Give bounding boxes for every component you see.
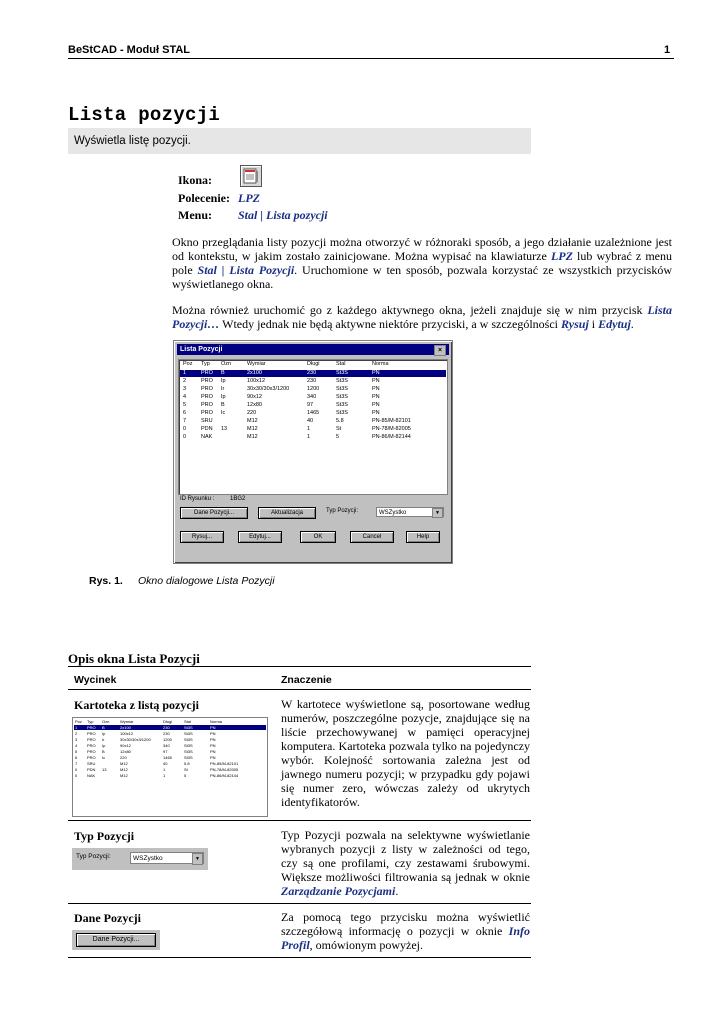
list-cell: PN (372, 386, 380, 392)
close-icon[interactable]: × (434, 345, 446, 356)
typ-pozycji-value: WSZystko (379, 510, 407, 516)
row3-desc-link: Info Profil (281, 924, 530, 952)
table-top-rule (68, 666, 531, 667)
row2-description (281, 828, 530, 898)
thumb-row[interactable] (74, 725, 266, 730)
dialog-title-text: Lista Pozycji (180, 346, 223, 353)
subtitle: Wyświetla listę pozycji. (74, 135, 191, 147)
list-cell: 100x12 (247, 378, 266, 384)
thumb-cell: 7 (75, 761, 78, 766)
para1-lpz: LPZ (550, 249, 573, 263)
thumb-cell: 30x30/30x3/1200 (120, 737, 151, 742)
header-title: BeStCAD - Moduł STAL (68, 44, 191, 56)
list-cell: Ir (221, 386, 225, 392)
paragraph-2 (172, 303, 672, 331)
list-cell: 340 (307, 394, 317, 400)
para2-text-e: i (588, 317, 599, 331)
thumb-col-header[interactable]: Stal (184, 719, 191, 724)
table-col-wycinek: Wycinek (74, 674, 117, 686)
row2-desc-a: Typ Pozycji pozwala na selektywne wyświetlanie wybranych pozycji z listy w zależności od tego, czy są one profilami, czy zestawami śrubowymi. Większe możliwości filtrowania są jednak w oknie (281, 828, 530, 884)
thumb-cell: PRO (87, 725, 96, 730)
list-cell: PDN (201, 426, 213, 432)
list-cell: PN (372, 410, 380, 416)
list-cell: 5 (183, 402, 187, 408)
list-cell: PRO (201, 378, 213, 384)
list-cell: PN (372, 370, 380, 376)
thumb-row[interactable] (74, 731, 266, 736)
list-cell: PN-85/M-82101 (372, 418, 411, 424)
list-cell: Ic (221, 410, 226, 416)
thumb-cell: 40 (163, 761, 168, 766)
list-cell: St3S (336, 394, 348, 400)
list-cell: 0 (183, 426, 187, 432)
list-cell: 12x80 (247, 402, 262, 408)
para1-menu: Stal | Lista Pozycji (197, 263, 295, 277)
list-cell: PRO (201, 386, 213, 392)
thumb-cell: B (102, 749, 105, 754)
thumb-cell: 220 (120, 755, 127, 760)
typ-pozycji-select[interactable] (376, 507, 444, 517)
list-row[interactable] (180, 386, 446, 393)
list-col-header[interactable]: Typ (201, 361, 210, 367)
list-cell: 13 (221, 426, 228, 432)
thumb-cell: St3S (184, 737, 193, 742)
thumb-col-header[interactable]: Wymiar (120, 719, 134, 724)
thumb-cell: PN-85/M-82101 (210, 761, 239, 766)
list-cell: 5 (336, 434, 340, 440)
thumb-cell: PN (210, 737, 216, 742)
thumb-cell: PRO (87, 731, 96, 736)
dane-pozycji-button[interactable]: Dane Pozycji... (180, 507, 248, 519)
thumb-cell: PDN (87, 767, 96, 772)
list-row[interactable] (180, 418, 446, 425)
thumb-cell: 0 (75, 773, 78, 778)
polecenie-value: LPZ (238, 191, 260, 205)
thumb-cell: SRU (87, 761, 96, 766)
list-col-header[interactable]: Ozn (221, 361, 232, 367)
row1-title: Kartoteka z listą pozycji (74, 698, 199, 712)
thumb-col-header[interactable]: Typ (87, 719, 94, 724)
list-cell: 1 (307, 426, 311, 432)
thumb-cell: PN (210, 743, 216, 748)
list-col-header[interactable]: Norma (372, 361, 389, 367)
table-bottom-rule (68, 957, 531, 958)
thumb-row[interactable] (74, 755, 266, 760)
typ-pozycji-snippet (72, 848, 208, 870)
list-cell: PN-86/M-82144 (372, 434, 411, 440)
thumb-cell: PRO (87, 755, 96, 760)
thumb-row[interactable] (74, 749, 266, 754)
row2-desc-link: Zarządzanie Pozycjami (281, 884, 396, 898)
list-cell: 2 (183, 378, 187, 384)
list-cell: SRU (201, 418, 213, 424)
header-rule (68, 58, 674, 59)
thumb-cell: 2 (75, 731, 78, 736)
list-row[interactable] (180, 426, 446, 433)
typ-pozycji-label: Typ Pozycji: (326, 508, 359, 514)
para2-lista-pozycji: Lista Pozycji… (172, 303, 672, 331)
list-cell: B (221, 402, 225, 408)
thumb-cell: 1200 (163, 737, 172, 742)
aktualizacja-button[interactable]: Aktualizacja (258, 507, 316, 519)
id-value: 1BG2 (230, 496, 246, 502)
thumb-cell: PN (210, 725, 216, 730)
thumb-cell: St3S (184, 755, 193, 760)
thumb-cell: 5.8 (184, 761, 190, 766)
chevron-down-icon: ▼ (192, 853, 203, 865)
list-cell: PRO (201, 402, 213, 408)
thumb-cell: St3S (184, 725, 193, 730)
list-row[interactable] (180, 370, 446, 377)
list-cell: M12 (247, 426, 258, 432)
thumb-row[interactable] (74, 737, 266, 742)
list-cell: 230 (307, 370, 317, 376)
list-cell: 6 (183, 410, 187, 416)
thumb-cell: M12 (120, 761, 128, 766)
para1-text-c: lub wybrać z menu pole (172, 249, 672, 277)
edytuj-button[interactable]: Edytuj... (238, 531, 282, 543)
thumb-cell: 90x12 (120, 743, 131, 748)
thumb-cell: 100x12 (120, 731, 134, 736)
para1-text-e: . Uruchomione w ten sposób, pozwala korzystać ze wszystkich przycisków wyświetlanego okna. (172, 263, 672, 291)
list-cell: 1 (183, 370, 187, 376)
list-cell: St (336, 426, 342, 432)
list-row[interactable] (180, 394, 446, 401)
thumb-cell: PN (210, 731, 216, 736)
list-cell: PRO (201, 394, 213, 400)
thumb-cell: 340 (163, 743, 170, 748)
thumb-cell: 0 (75, 767, 78, 772)
row3-title: Dane Pozycji (74, 911, 141, 925)
thumb-col-header[interactable]: Norma (210, 719, 223, 724)
help-button[interactable]: Help (406, 531, 440, 543)
thumb-cell: PRO (87, 743, 96, 748)
position-list[interactable] (178, 359, 448, 495)
thumb-cell: PN (210, 749, 216, 754)
list-col-header[interactable]: Wymiar (247, 361, 266, 367)
list-col-header[interactable]: Długi (307, 361, 320, 367)
list-col-header[interactable]: Poz (183, 361, 193, 367)
thumb-cell: PN-78/M-82005 (210, 767, 239, 772)
thumb-cell: 6 (75, 755, 78, 760)
menu-value: Stal | Lista pozycji (238, 208, 328, 222)
thumb-col-header[interactable]: Poz (75, 719, 82, 724)
list-cell: PN (372, 402, 380, 408)
thumb-cell: 1 (163, 773, 166, 778)
list-row[interactable] (180, 402, 446, 409)
row2-title: Typ Pozycji (74, 829, 135, 843)
thumb-cell: M12 (120, 767, 128, 772)
para2-edytuj: Edytuj (598, 317, 631, 331)
list-cell: 3 (183, 386, 187, 392)
list-cell: PN-78/M-82005 (372, 426, 411, 432)
thumb-cell: 1 (75, 725, 78, 730)
thumb-col-header[interactable]: Długi (163, 719, 173, 724)
list-cell: PRO (201, 370, 213, 376)
thumb-cell: St (184, 767, 188, 772)
list-cell: 90x12 (247, 394, 262, 400)
thumb-cell: B (102, 725, 105, 730)
snippet-typ-select (130, 852, 204, 864)
table-col-znaczenie: Znaczenie (281, 674, 332, 686)
lista-pozycji-dialog (173, 340, 453, 564)
list-cell: St3S (336, 410, 348, 416)
thumb-cell: 230 (163, 731, 170, 736)
list-cell: M12 (247, 434, 258, 440)
row3-desc-c: , omówionym powyżej. (309, 938, 423, 952)
rysuj-button[interactable]: Rysuj... (180, 531, 224, 543)
list-cell: M12 (247, 418, 258, 424)
thumb-cell: NAK (87, 773, 96, 778)
list-cell: 30x30/30x3/1200 (247, 386, 290, 392)
list-row[interactable] (180, 410, 446, 417)
thumb-cell: Ic (102, 755, 106, 760)
snippet-dane-button: Dane Pozycji... (76, 933, 156, 947)
chevron-down-icon[interactable]: ▼ (432, 508, 443, 518)
thumb-row[interactable] (74, 767, 266, 772)
thumb-row[interactable] (74, 773, 266, 778)
thumb-cell: St3S (184, 731, 193, 736)
thumb-cell: 1 (163, 767, 166, 772)
thumb-cell: 4 (75, 743, 78, 748)
list-thumbnail (72, 717, 268, 817)
thumb-cell: 5 (75, 749, 78, 754)
thumb-cell: Ir (102, 737, 105, 742)
thumb-cell: 1465 (163, 755, 172, 760)
list-cell: 230 (307, 378, 317, 384)
dane-pozycji-snippet (72, 930, 160, 950)
thumb-cell: PN-86/M-82144 (210, 773, 239, 778)
list-cell: St3S (336, 402, 348, 408)
page-number: 1 (664, 44, 671, 56)
list-cell: 220 (247, 410, 257, 416)
snippet-typ-value: WSZystko (133, 855, 163, 862)
list-row[interactable] (180, 378, 446, 385)
thumb-cell: 3 (75, 737, 78, 742)
thumb-cell: 5 (184, 773, 187, 778)
list-col-header[interactable]: Stal (336, 361, 346, 367)
row3-description (281, 910, 530, 952)
list-cell: St3S (336, 386, 348, 392)
list-cell: 2x100 (247, 370, 262, 376)
list-cell: PRO (201, 410, 213, 416)
page-title: Lista pozycji (68, 104, 221, 126)
list-cell: 1 (307, 434, 311, 440)
thumb-cell: PN (210, 755, 216, 760)
thumb-cell: 13 (102, 767, 107, 772)
thumb-cell: St3S (184, 743, 193, 748)
menu-label: Menu: (178, 208, 212, 222)
para2-text-g: . (630, 317, 634, 331)
list-row[interactable] (180, 434, 446, 441)
snippet-typ-label: Typ Pozycji: (76, 853, 111, 860)
cancel-button[interactable]: Cancel (350, 531, 394, 543)
thumb-cell: St3S (184, 749, 193, 754)
thumb-cell: 12x80 (120, 749, 131, 754)
row1-description: W kartotece wyświetlone są, posortowane według numerów, poszczególne pozycje, znajdujące się na liście przechowywanej w pamięci operacyjnej komputera. Kartoteka pozwala tylko na pojedynczy wybór. Kolejność sortowania zależna jest od jawnego numeru pozycji; w przypadku gdy pojawi się numer zero, wówczas zależy od ukrytych identyfikatorów. (281, 697, 530, 809)
dialog-title (177, 344, 449, 355)
thumb-cell: 230 (163, 725, 170, 730)
figure-number: Rys. 1. (89, 575, 123, 587)
row2-rule (68, 903, 531, 904)
paragraph-1 (172, 235, 672, 291)
thumb-cell: PRO (87, 749, 96, 754)
row1-rule (68, 820, 531, 821)
id-label: ID Rysunku : (180, 496, 215, 502)
section-title: Opis okna Lista Pozycji (68, 651, 200, 666)
list-position-icon (240, 165, 262, 187)
row3-desc-a: Za pomocą tego przycisku można wyświetlić szczegółową informację o pozycji w oknie (281, 910, 530, 938)
list-cell: PN (372, 378, 380, 384)
thumb-cell: M12 (120, 773, 128, 778)
list-cell: NAK (201, 434, 213, 440)
list-cell: 4 (183, 394, 187, 400)
list-cell: 0 (183, 434, 187, 440)
list-cell: 5.8 (336, 418, 344, 424)
para2-rysuj: Rysuj (560, 317, 589, 331)
table-header-rule (68, 689, 531, 690)
list-cell: Ip (221, 378, 226, 384)
list-cell: 40 (307, 418, 314, 424)
thumb-cell: Ip (102, 731, 106, 736)
thumb-cell: 2x100 (120, 725, 131, 730)
list-cell: St3S (336, 370, 348, 376)
list-cell: 1200 (307, 386, 320, 392)
list-cell: B (221, 370, 225, 376)
polecenie-label: Polecenie: (178, 191, 230, 205)
thumb-row[interactable] (74, 761, 266, 766)
thumb-cell: 97 (163, 749, 168, 754)
list-cell: 7 (183, 418, 187, 424)
para1-text-a: Okno przeglądania listy pozycji można otworzyć w różnoraki sposób, a jego działanie uzależnione jest od kontekstu, w jakim zostało zainicjowane. Można wypisać na klawiaturze (172, 235, 672, 263)
figure-caption: Okno dialogowe Lista Pozycji (138, 575, 275, 587)
thumb-col-header[interactable]: Ozn (102, 719, 110, 724)
list-cell: PN (372, 394, 380, 400)
thumb-cell: PRO (87, 737, 96, 742)
para2-text-c: Wtedy jednak nie będą aktywne niektóre przyciski, a w szczególności (219, 317, 561, 331)
para2-text-a: Można również uruchomić go z każdego aktywnego okna, jeżeli znajduje się w nim przycisk (172, 303, 648, 317)
list-cell: 1465 (307, 410, 320, 416)
ikona-label: Ikona: (178, 173, 213, 187)
list-cell: St3S (336, 378, 348, 384)
thumb-cell: Ip (102, 743, 106, 748)
list-cell: Ip (221, 394, 226, 400)
thumb-row[interactable] (74, 743, 266, 748)
list-cell: 97 (307, 402, 314, 408)
ok-button[interactable]: OK (300, 531, 336, 543)
row2-desc-c: . (395, 884, 399, 898)
